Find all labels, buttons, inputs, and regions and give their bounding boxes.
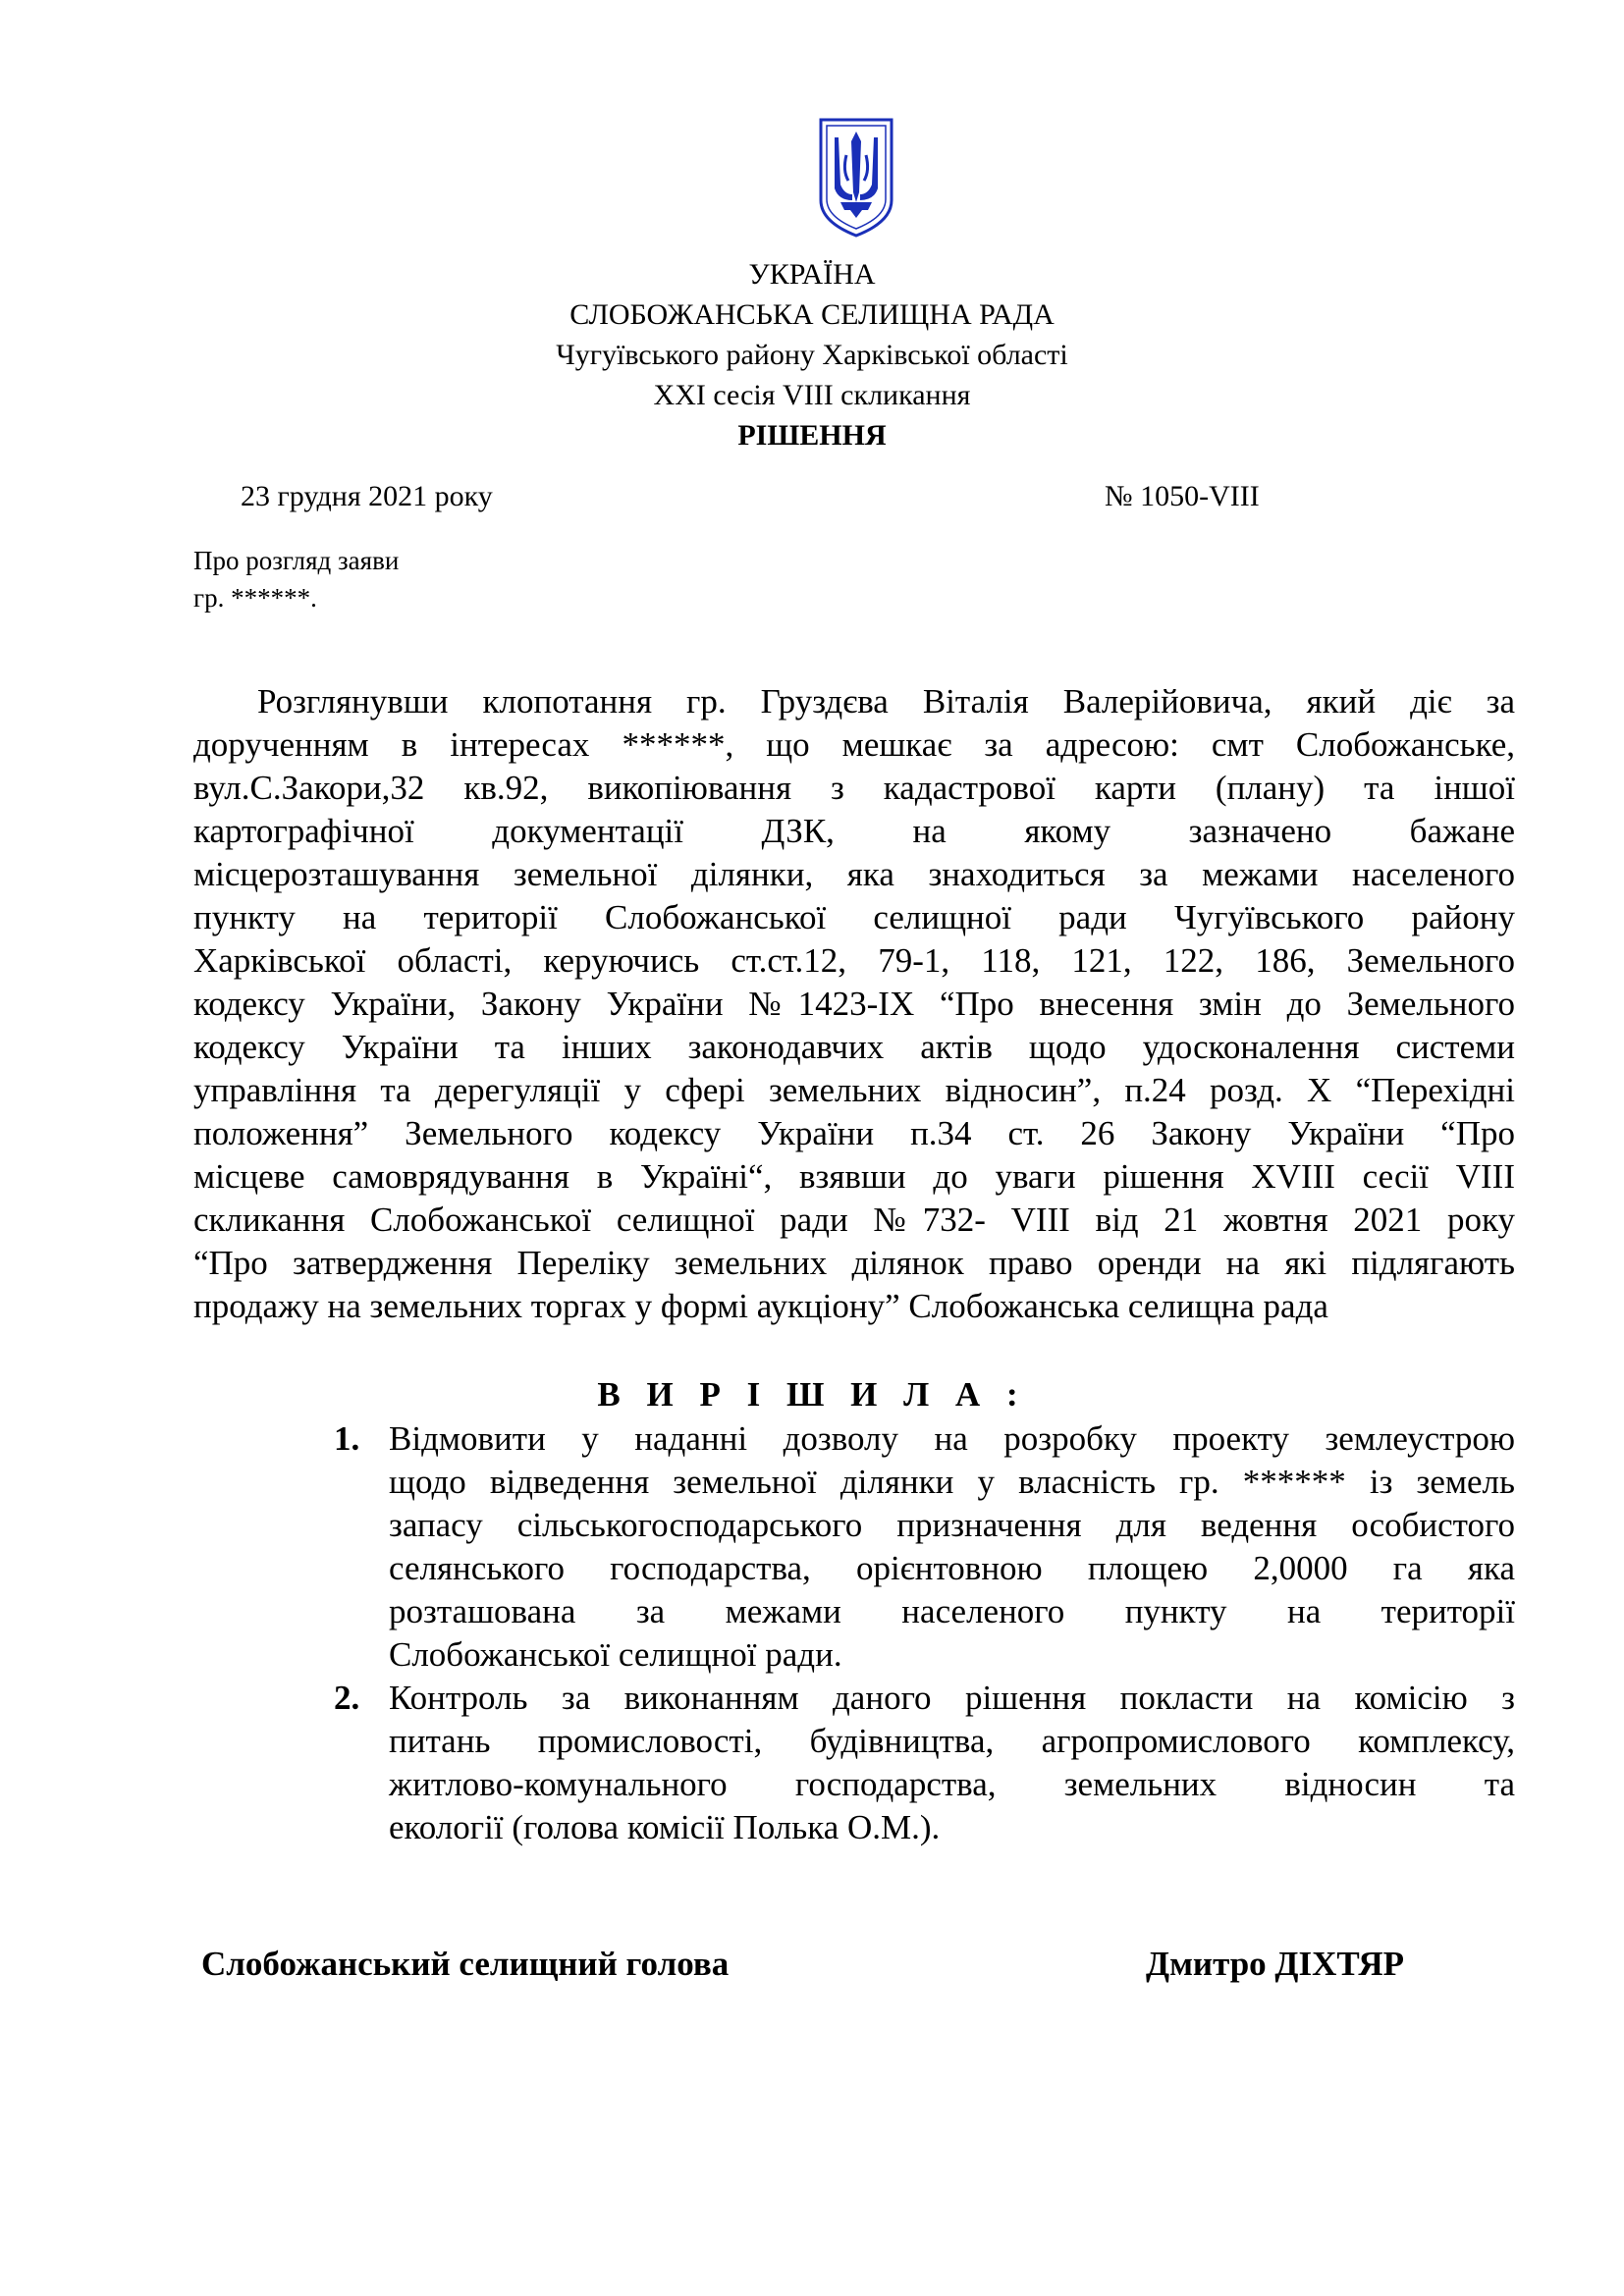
document-subject: [193, 542, 399, 616]
preamble-line: Розглянувши клопотання гр. Груздєва Віталія Валерійовича, який діє за: [257, 682, 1515, 721]
signatory-name: Дмитро ДІХТЯР: [1146, 1945, 1405, 1983]
preamble-line: місцеве самоврядування в Україні“, взявши до уваги рішення XVIII сесії VIII: [193, 1157, 1515, 1196]
preamble-line: вул.С.Закори,32 кв.92, викопіювання з кадастрової карти (плану) та іншої: [193, 769, 1515, 807]
preamble-line: пункту на території Слобожанської селищної ради Чугуївського району: [193, 898, 1515, 936]
item-line: щодо відведення земельної ділянки у власність гр. ****** із земель: [389, 1463, 1515, 1501]
document-date: 23 грудня 2021 року: [241, 480, 493, 512]
preamble-line: Харківської області, керуючись ст.ст.12, 79-1, 118, 121, 122, 186, Земельного: [193, 941, 1515, 980]
decided-heading: В И Р І Ш И Л А :: [597, 1375, 1027, 1414]
preamble-line: скликання Слобожанської селищної ради №732- VIII від 21 жовтня 2021 року: [193, 1201, 1515, 1239]
item-line: Слобожанської селищної ради.: [389, 1635, 842, 1674]
preamble-line: положення” Земельного кодексу України п.34 ст. 26 Закону України “Про: [193, 1114, 1515, 1152]
preamble-line: місцерозташування земельної ділянки, яка знаходиться за межами населеного: [193, 855, 1515, 893]
item-line: Відмовити у наданні дозволу на розробку проекту землеустрою: [389, 1419, 1515, 1458]
signatory-position: Слобожанський селищний голова: [201, 1945, 730, 1983]
preamble-line: “Про затвердження Переліку земельних ділянок право оренди на які підлягають: [193, 1244, 1515, 1282]
coat-of-arms-icon: [817, 116, 895, 240]
item-line: селянського господарства, орієнтовною площею 2,0000 га яка: [389, 1549, 1515, 1587]
subject-line: Про розгляд заяви: [193, 546, 400, 575]
district-heading: Чугуївського району Харківської області: [556, 339, 1068, 371]
item-line: Контроль за виконанням даного рішення покласти на комісію з: [389, 1679, 1515, 1717]
item-line: запасу сільськогосподарського призначення для ведення особистого: [389, 1506, 1515, 1544]
subject-line: гр. ******.: [193, 583, 317, 613]
preamble-line: дорученням в інтересах ******, що мешкає за адресою: смт Слобожанське,: [193, 725, 1515, 764]
preamble-line: кодексу України та інших законодавчих актів щодо удосконалення системи: [193, 1028, 1515, 1066]
preamble-line: управління та дерегуляції у сфері земельних відносин”, п.24 розд. X “Перехідні: [193, 1071, 1515, 1109]
item-line: питань промисловості, будівництва, агропромислового комплексу,: [389, 1722, 1515, 1760]
preamble-line: кодексу України, Закону України №1423-IX “Про внесення змін до Земельного: [193, 985, 1515, 1023]
country-heading: УКРАЇНА: [748, 258, 876, 291]
preamble-line: картографічної документації ДЗК, на якому зазначено бажане: [193, 812, 1515, 850]
document-number: № 1050-VIII: [1105, 480, 1260, 512]
item-line: житлово-комунального господарства, земельних відносин та: [389, 1765, 1515, 1803]
item-number: 1.: [334, 1419, 360, 1458]
item-line: екології (голова комісії Полька О.М.).: [389, 1808, 941, 1846]
document-type-heading: РІШЕННЯ: [737, 419, 887, 452]
item-number: 2.: [334, 1679, 360, 1717]
council-heading: СЛОБОЖАНСЬКА СЕЛИЩНА РАДА: [569, 298, 1055, 331]
item-line: розташована за межами населеного пункту на території: [389, 1592, 1515, 1630]
session-heading: XXI сесія VIII скликання: [653, 379, 971, 411]
preamble-line: продажу на земельних торгах у формі аукціону” Слобожанська селищна рада: [193, 1287, 1328, 1325]
